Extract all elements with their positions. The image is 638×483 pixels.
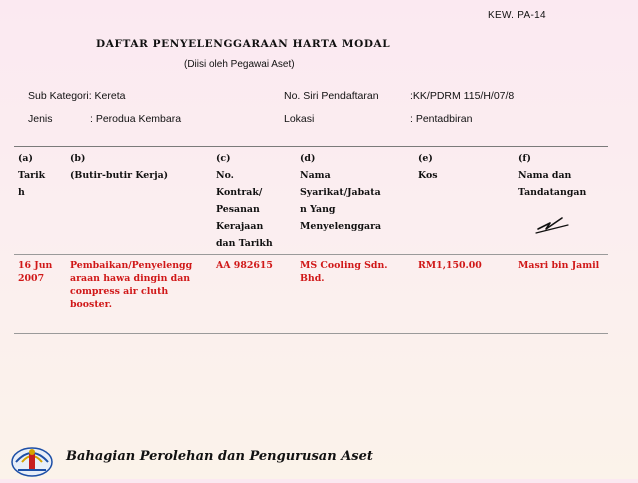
cell-line: Masri bin Jamil (518, 260, 600, 271)
table-header-row (14, 147, 608, 255)
column-title-line: h (18, 187, 25, 198)
sub-kategori-label: Sub Kategori: Kereta (28, 90, 126, 102)
column-title-line: n Yang (300, 204, 336, 215)
jenis-label: Jenis (28, 113, 53, 125)
cell-line: compress air cluth (70, 286, 169, 297)
cell-line: Pembaikan/Penyelengg (70, 260, 193, 271)
cell-line: 2007 (18, 273, 45, 284)
column-title-line: Menyelenggara (300, 221, 382, 232)
page-subtitle: (Diisi oleh Pegawai Aset) (184, 59, 295, 70)
column-title-line: Kos (418, 170, 438, 181)
column-title-line: Tandatangan (518, 187, 587, 198)
column-title-line: (Butir-butir Kerja) (70, 170, 169, 181)
column-title-line: Tarik (18, 170, 46, 181)
jenis-value: : Perodua Kembara (90, 113, 182, 125)
maintenance-table (14, 146, 608, 334)
cell-line: 16 Jun (18, 260, 53, 271)
table-row (14, 255, 608, 334)
cell-line: araan hawa dingin dan (70, 273, 191, 284)
column-letter: (a) (18, 153, 33, 164)
cell-line: booster. (70, 299, 112, 310)
cell-tarikh (14, 255, 66, 334)
lokasi-label: Lokasi (284, 113, 315, 125)
no-siri-label: No. Siri Pendaftaran (284, 90, 379, 102)
signature-icon (518, 209, 604, 241)
column-header-kontrak (212, 147, 296, 255)
column-title-line: Kontrak/ (216, 187, 263, 198)
column-title-line: Syarikat/Jabata (300, 187, 381, 198)
cell-kontrak (212, 255, 296, 334)
column-letter: (c) (216, 153, 231, 164)
column-letter: (d) (300, 153, 316, 164)
cell-kos (414, 255, 514, 334)
column-header-butir (66, 147, 212, 255)
cell-line: Bhd. (300, 273, 325, 284)
cell-nama (514, 255, 608, 334)
column-header-tarikh (14, 147, 66, 255)
cell-butir (66, 255, 212, 334)
column-title-line: Pesanan (216, 204, 260, 215)
no-siri-value: :KK/PDRM 115/H/07/8 (410, 90, 515, 102)
column-letter: (f) (518, 153, 531, 164)
column-header-nama (514, 147, 608, 255)
column-title-line: Nama (300, 170, 331, 181)
column-letter: (b) (70, 153, 86, 164)
footer-department-name: Bahagian Perolehan dan Pengurusan Aset (66, 449, 373, 464)
column-title-line: dan Tarikh (216, 238, 273, 249)
column-header-syarikat (296, 147, 414, 255)
column-header-kos (414, 147, 514, 255)
lokasi-value: : Pentadbiran (410, 113, 473, 125)
cell-syarikat (296, 255, 414, 334)
column-title-line: Nama dan (518, 170, 572, 181)
cell-line: MS Cooling Sdn. (300, 260, 388, 271)
department-logo-icon (8, 440, 56, 483)
form-code: KEW. PA-14 (488, 10, 546, 21)
column-title-line: Kerajaan (216, 221, 264, 232)
cell-line: RM1,150.00 (418, 260, 482, 271)
column-letter: (e) (418, 153, 433, 164)
column-title-line: No. (216, 170, 234, 181)
page-title: DAFTAR PENYELENGGARAAN HARTA MODAL (96, 38, 391, 50)
cell-line: AA 982615 (216, 260, 273, 271)
